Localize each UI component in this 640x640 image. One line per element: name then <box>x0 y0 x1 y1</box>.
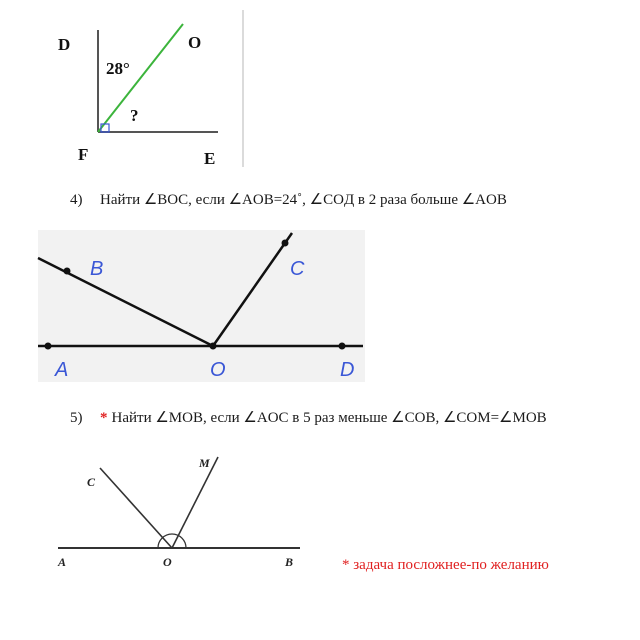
label-m: M <box>199 456 210 470</box>
task-4-number: 4) <box>70 192 83 208</box>
label-o: O <box>188 33 202 52</box>
label-o: O <box>163 555 172 569</box>
task-4-text: Найти ∠BOC, если ∠AOB=24˚, ∠COД в 2 раза больше ∠AOB <box>100 192 507 208</box>
label-d: D <box>58 35 71 54</box>
label-c: C <box>290 258 305 280</box>
unknown-angle-label: ? <box>130 106 139 125</box>
label-b: B <box>285 555 294 569</box>
label-b: B <box>90 258 104 280</box>
label-a: A <box>58 555 67 569</box>
label-o: O <box>210 359 226 381</box>
optional-task-note: * задача посложнее-по желанию <box>342 557 549 573</box>
label-d: D <box>340 359 355 381</box>
label-f: F <box>78 145 89 164</box>
label-c: C <box>87 475 96 489</box>
ray-oc <box>100 468 172 548</box>
label-a: A <box>55 359 69 381</box>
angle-value-label: 28° <box>106 59 130 78</box>
task-5-number: 5) <box>70 410 83 426</box>
task-5-text: Найти ∠MOB, если ∠AOC в 5 раз меньше ∠COB, ∠COM=∠MOB <box>111 410 547 426</box>
ray-om <box>172 457 218 548</box>
task-5-star: * <box>100 410 108 426</box>
label-e: E <box>204 149 216 168</box>
